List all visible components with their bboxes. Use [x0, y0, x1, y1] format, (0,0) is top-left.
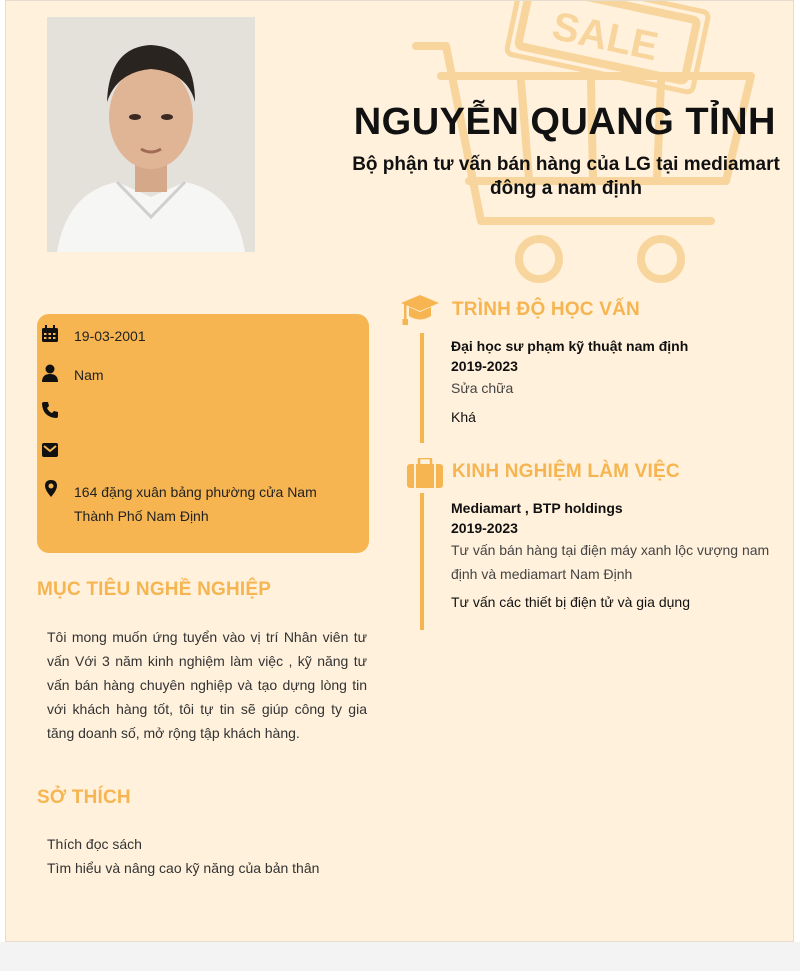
envelope-icon — [41, 441, 59, 459]
education-years: 2019-2023 — [451, 358, 518, 374]
experience-title: KINH NGHIỆM LÀM VIỆC — [452, 461, 680, 482]
experience-role: Tư vấn bán hàng tại điện máy xanh lộc vượng nam định và mediamart Nam Định — [451, 542, 770, 582]
objective-title: MỤC TIÊU NGHỀ NGHIỆP — [37, 579, 272, 600]
education-grade: Khá — [451, 409, 476, 425]
gender-value: Nam — [74, 367, 104, 383]
experience-years: 2019-2023 — [451, 520, 518, 536]
education-title: TRÌNH ĐỘ HỌC VẤN — [452, 299, 640, 320]
experience-timeline-line — [420, 493, 424, 630]
education-entry — [451, 336, 781, 429]
cv-page — [5, 0, 794, 942]
shopping-cart-sale-icon — [411, 1, 771, 291]
candidate-subtitle: Bộ phận tư vấn bán hàng của LG tại mediamart đông a nam định — [352, 154, 780, 199]
experience-company: Mediamart , BTP holdings — [451, 500, 623, 516]
sale-text: SALE — [548, 4, 662, 70]
user-icon — [41, 364, 59, 382]
address-value: 164 đặng xuân bảng phường cửa Nam Thành Phố Nam Định — [74, 484, 317, 524]
education-timeline-line — [420, 333, 424, 443]
page-bottom-strip — [0, 942, 800, 971]
briefcase-icon — [407, 458, 443, 488]
hobbies-title: SỞ THÍCH — [37, 787, 131, 808]
phone-icon — [41, 401, 59, 419]
education-major: Sửa chữa — [451, 380, 514, 396]
graduation-cap-icon — [400, 293, 440, 327]
hobby-item: Thích đọc sách — [47, 836, 142, 852]
hobby-item: Tìm hiểu và nâng cao kỹ năng của bản thân — [47, 860, 320, 876]
calendar-icon — [41, 325, 59, 343]
contact-info-box — [37, 314, 369, 553]
profile-photo — [47, 17, 255, 252]
map-pin-icon — [42, 480, 60, 498]
experience-entry — [451, 498, 781, 614]
experience-detail: Tư vấn các thiết bị điện tử và gia dụng — [451, 594, 690, 610]
candidate-name: NGUYỄN QUANG TỈNH — [353, 101, 776, 143]
dob-value: 19-03-2001 — [74, 328, 146, 344]
objective-text: Tôi mong muốn ứng tuyển vào vị trí Nhân viên tư vấn Với 3 năm kinh nghiệm làm việc , kỹ năng tư vấn bán hàng chuyên nghiệp và tạo dựng lòng tin với khách hàng tốt, tôi tự tin sẽ giúp công ty gia tăng doanh số, mở rộng tập khách hàng. — [47, 629, 367, 741]
education-school: Đại học sư phạm kỹ thuật nam định — [451, 338, 689, 354]
